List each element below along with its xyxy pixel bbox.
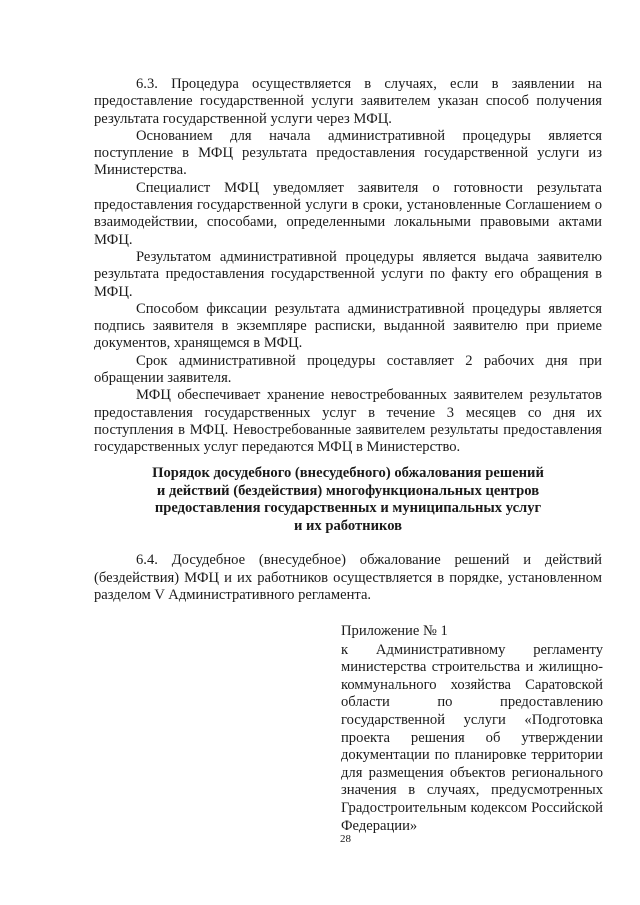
paragraph: МФЦ обеспечивает хранение невостребованных заявителем результатов предоставления государственных услуг в течение 3 месяцев со дня их поступления в МФЦ. Невостребованные заявителем результаты предоставления государственных услуг передаются МФЦ в Министерство.: [94, 387, 602, 456]
paragraph: 6.4. Досудебное (внесудебное) обжалование решений и действий (бездействия) МФЦ и их работников осуществляется в порядке, установленном разделом V Административного регламента.: [94, 552, 602, 604]
paragraph: Основанием для начала административной процедуры является поступление в МФЦ результата предоставления государственной услуги из Министерства.: [94, 127, 602, 179]
heading-line: и их работников: [293, 517, 403, 534]
section-6-4: [94, 552, 602, 605]
appendix-block: [341, 623, 603, 835]
paragraph: 6.3. Процедура осуществляется в случаях, если в заявлении на предоставление государственной услуги заявителем указан способ получения результата государственной услуги через МФЦ.: [94, 76, 602, 127]
paragraph: Способом фиксации результата административной процедуры является подпись заявителя в экземпляре расписки, выданной заявителю при приеме документов, хранящемся в МФЦ.: [94, 300, 602, 352]
page-number: 28: [340, 833, 351, 845]
paragraph: Срок административной процедуры составляет 2 рабочих дня при обращении заявителя.: [94, 352, 602, 387]
heading-line: предоставления государственных и муниципальных услуг: [154, 500, 542, 517]
paragraph: Результатом административной процедуры является выдача заявителю результата предоставления государственной услуги по факту его обращения в МФЦ.: [94, 248, 602, 300]
paragraph: Специалист МФЦ уведомляет заявителя о готовности результата предоставления государственной услуги в сроки, установленные Соглашением о взаимодействии, способами, определенными локальными правовыми актами МФЦ.: [94, 179, 602, 248]
appendix-title: Приложение № 1: [341, 623, 448, 639]
appendix-text: к Административному регламенту министерства строительства и жилищно-коммунального хозяйства Саратовской области по предоставлению государственной услуги «Подготовка проекта решения об утверждении документации по планировке территории для размещения объектов регионального значения в случаях, предусмотренных Градостроительным кодексом Российской Федерации»: [341, 641, 603, 834]
section-heading: [94, 465, 602, 535]
heading-line: и действий (бездействия) многофункциональных центров: [156, 482, 540, 499]
heading-line: Порядок досудебного (внесудебного) обжалования решений: [152, 465, 544, 481]
section-6-3: [94, 76, 602, 457]
